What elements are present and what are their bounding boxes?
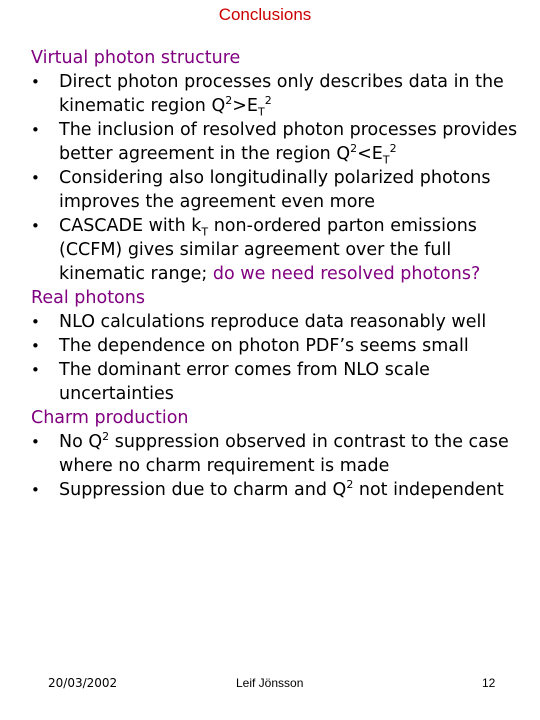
list-virtual-photon xyxy=(31,70,536,286)
text: No Q xyxy=(59,432,103,452)
sup: 2 xyxy=(350,142,358,156)
text: CASCADE with k xyxy=(59,216,202,236)
bullet-suppression xyxy=(31,478,536,502)
footer-page-number: 12 xyxy=(482,676,496,690)
text: <E xyxy=(357,144,383,164)
heading-virtual-photon: Virtual photon structure xyxy=(31,48,241,68)
bullet-resolved-photon xyxy=(31,118,536,166)
bullet-nlo: • NLO calculations reproduce data reasonably well xyxy=(31,310,536,334)
sup: 2 xyxy=(264,94,272,108)
bullet-direct-photon xyxy=(31,70,536,118)
slide-content xyxy=(31,46,536,502)
bullet-longitudinal: • Considering also longitudinally polarized photons improves the agreement even more xyxy=(31,166,536,214)
bullet-pdf: • The dependence on photon PDF’s seems small xyxy=(31,334,536,358)
heading-charm: Charm production xyxy=(31,408,189,428)
sub: T xyxy=(382,153,390,167)
slide-title: Conclusions xyxy=(218,5,312,24)
question-text: do we need resolved photons? xyxy=(212,264,481,284)
list-real-photons xyxy=(31,310,536,406)
bullet-no-suppression xyxy=(31,430,536,478)
text: non-ordered parton emissions (CCFM) gives similar agreement over the full kinematic range; xyxy=(59,216,477,284)
sub: T xyxy=(201,225,209,239)
sup: 2 xyxy=(102,430,110,444)
text: Suppression due to charm and Q xyxy=(59,480,347,500)
footer-date: 20/03/2002 xyxy=(48,676,118,690)
bullet-scale: • The dominant error comes from NLO scale uncertainties xyxy=(31,358,536,406)
sup: 2 xyxy=(389,142,397,156)
text: Direct photon processes only describes data in the kinematic region Q xyxy=(59,72,504,116)
sub: T xyxy=(257,105,265,119)
list-charm xyxy=(31,430,536,502)
text: The inclusion of resolved photon processes provides better agreement in the region Q xyxy=(59,120,518,164)
footer-author: Leif Jönsson xyxy=(236,676,304,690)
bullet-cascade xyxy=(31,214,536,286)
sup: 2 xyxy=(225,94,233,108)
sup: 2 xyxy=(346,478,354,492)
text: not independent xyxy=(353,480,504,500)
heading-real-photons: Real photons xyxy=(31,288,145,308)
text: >E xyxy=(232,96,258,116)
text: suppression observed in contrast to the case where no charm requirement is made xyxy=(59,432,509,476)
